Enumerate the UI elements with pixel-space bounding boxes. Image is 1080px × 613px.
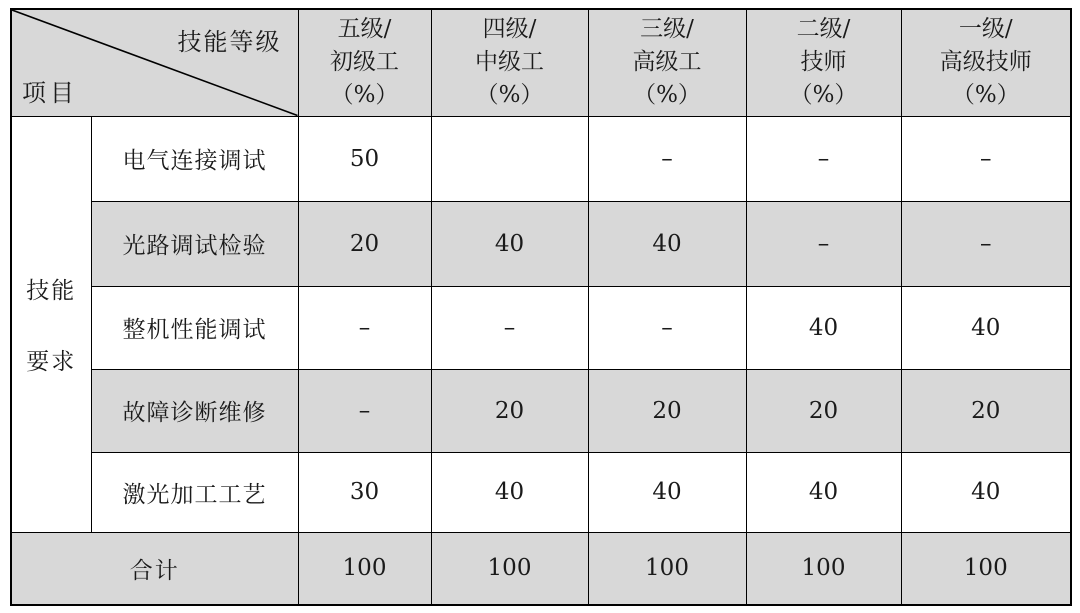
value-cell: – xyxy=(298,369,431,452)
row-group-line: 要求 xyxy=(26,349,77,375)
table-row xyxy=(11,286,1071,369)
value-cell: 40 xyxy=(746,452,901,532)
value-cell: 50 xyxy=(298,116,431,201)
skill-weight-table xyxy=(10,8,1072,606)
table-row xyxy=(11,452,1071,532)
column-header-level1 xyxy=(901,9,1071,116)
row-group-cell-skill-requirements xyxy=(11,116,91,532)
column-header-line: 五级/ xyxy=(337,16,392,43)
column-header-line: 三级/ xyxy=(640,16,694,43)
corner-cell xyxy=(11,9,298,116)
value-cell xyxy=(431,116,588,201)
value-cell: 20 xyxy=(588,369,746,452)
total-value-cell: 100 xyxy=(431,532,588,605)
row-label-laser-processing-technology: 激光加工工艺 xyxy=(91,452,298,532)
value-cell: – xyxy=(298,286,431,369)
row-label-optical-path-debugging-inspection: 光路调试检验 xyxy=(91,201,298,286)
column-header-line: （%） xyxy=(330,82,399,109)
column-header-level5 xyxy=(298,9,431,116)
table-row xyxy=(11,116,1071,201)
value-cell: 30 xyxy=(298,452,431,532)
column-header-line: 高级工 xyxy=(632,49,702,76)
total-value-cell: 100 xyxy=(901,532,1071,605)
value-cell: 40 xyxy=(901,452,1071,532)
column-header-line: 中级工 xyxy=(475,49,544,76)
corner-top-label: 技能等级 xyxy=(177,28,282,56)
column-header-line: （%） xyxy=(951,82,1020,109)
value-cell: 40 xyxy=(431,201,588,286)
value-cell: – xyxy=(588,116,746,201)
value-cell: 20 xyxy=(746,369,901,452)
value-cell: 20 xyxy=(298,201,431,286)
column-header-line: 一级/ xyxy=(958,16,1013,43)
value-cell: 40 xyxy=(746,286,901,369)
total-value-cell: 100 xyxy=(746,532,901,605)
column-header-line: 二级/ xyxy=(796,16,851,43)
value-cell: – xyxy=(901,201,1071,286)
table-row xyxy=(11,201,1071,286)
total-value-cell: 100 xyxy=(588,532,746,605)
value-cell: – xyxy=(746,201,901,286)
column-header-line: （%） xyxy=(789,82,858,109)
value-cell: 40 xyxy=(901,286,1071,369)
row-label-whole-machine-performance-debugging: 整机性能调试 xyxy=(91,286,298,369)
column-header-level2 xyxy=(746,9,901,116)
row-group-line: 技能 xyxy=(26,278,77,304)
value-cell: 40 xyxy=(431,452,588,532)
column-header-line: 高级技师 xyxy=(939,49,1032,76)
header-row xyxy=(11,9,1071,116)
value-cell: 20 xyxy=(901,369,1071,452)
value-cell: 40 xyxy=(588,201,746,286)
row-label-electrical-connection-debugging: 电气连接调试 xyxy=(91,116,298,201)
corner-bottom-label: 项目 xyxy=(22,78,78,107)
value-cell: – xyxy=(588,286,746,369)
total-value-cell: 100 xyxy=(298,532,431,605)
column-header-level3 xyxy=(588,9,746,116)
column-header-line: （%） xyxy=(475,82,544,109)
column-header-level4 xyxy=(431,9,588,116)
row-label-fault-diagnosis-maintenance: 故障诊断维修 xyxy=(91,369,298,452)
total-label: 合计 xyxy=(11,532,298,605)
value-cell: 20 xyxy=(431,369,588,452)
value-cell: – xyxy=(431,286,588,369)
column-header-line: 初级工 xyxy=(330,49,399,76)
value-cell: – xyxy=(746,116,901,201)
value-cell: 40 xyxy=(588,452,746,532)
table-row xyxy=(11,369,1071,452)
column-header-line: （%） xyxy=(633,82,701,109)
column-header-line: 四级/ xyxy=(482,16,537,43)
value-cell: – xyxy=(901,116,1071,201)
total-row xyxy=(11,532,1071,605)
column-header-line: 技师 xyxy=(800,49,847,76)
